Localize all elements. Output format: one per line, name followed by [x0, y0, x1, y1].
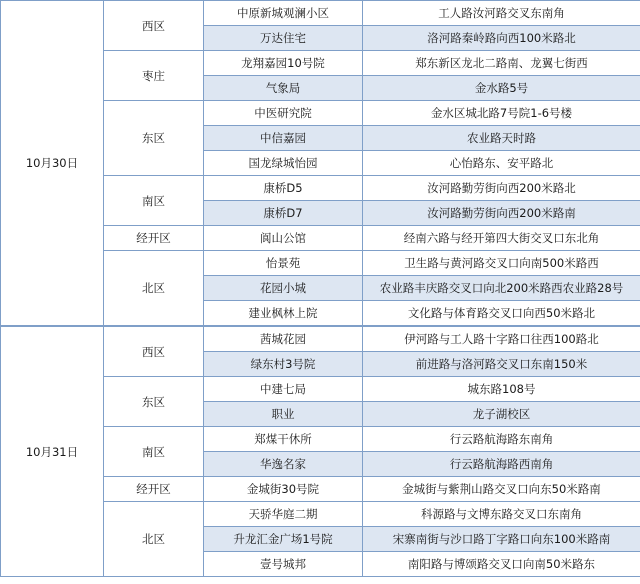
- date-cell: 10月31日: [1, 326, 104, 577]
- site-name-cell: 中医研究院: [204, 101, 363, 126]
- site-name-cell: 金城街30号院: [204, 477, 363, 502]
- site-name-cell: 升龙汇金广场1号院: [204, 527, 363, 552]
- site-name-cell: 中信嘉园: [204, 126, 363, 151]
- site-name-cell: 龙翔嘉园10号院: [204, 51, 363, 76]
- district-cell: 南区: [104, 176, 204, 226]
- address-cell: 汝河路勤劳街向西200米路南: [363, 201, 640, 226]
- site-name-cell: 中建七局: [204, 377, 363, 402]
- district-cell: 经开区: [104, 226, 204, 251]
- site-name-cell: 建业枫林上院: [204, 301, 363, 327]
- address-cell: 南阳路与博颂路交叉口向南50米路东: [363, 552, 640, 577]
- address-cell: 洛河路秦岭路向西100米路北: [363, 26, 640, 51]
- address-cell: 金水区城北路7号院1-6号楼: [363, 101, 640, 126]
- date-cell: 10月30日: [1, 1, 104, 327]
- site-name-cell: 气象局: [204, 76, 363, 101]
- address-cell: 前进路与洛河路交叉口东南150米: [363, 352, 640, 377]
- district-cell: 经开区: [104, 477, 204, 502]
- site-name-cell: 康桥D5: [204, 176, 363, 201]
- district-cell: 北区: [104, 251, 204, 327]
- district-cell: 西区: [104, 326, 204, 377]
- site-name-cell: 中原新城观澜小区: [204, 1, 363, 26]
- site-name-cell: 职业: [204, 402, 363, 427]
- address-cell: 郑东新区龙北二路南、龙翼七街西: [363, 51, 640, 76]
- site-name-cell: 阆山公馆: [204, 226, 363, 251]
- table-row: [1, 326, 640, 352]
- address-cell: 卫生路与黄河路交叉口向南500米路西: [363, 251, 640, 276]
- address-cell: 工人路汝河路交叉东南角: [363, 1, 640, 26]
- address-cell: 行云路航海路西南角: [363, 452, 640, 477]
- district-cell: 北区: [104, 502, 204, 577]
- site-name-cell: 绿东村3号院: [204, 352, 363, 377]
- address-cell: 文化路与体育路交叉口向西50米路北: [363, 301, 640, 327]
- address-cell: 城东路108号: [363, 377, 640, 402]
- district-cell: 枣庄: [104, 51, 204, 101]
- site-name-cell: 康桥D7: [204, 201, 363, 226]
- schedule-body: [1, 1, 640, 577]
- address-cell: 龙子湖校区: [363, 402, 640, 427]
- address-cell: 科源路与文博东路交叉口东南角: [363, 502, 640, 527]
- address-cell: 汝河路勤劳街向西200米路北: [363, 176, 640, 201]
- address-cell: 农业路天时路: [363, 126, 640, 151]
- district-cell: 东区: [104, 101, 204, 176]
- site-name-cell: 天骄华庭二期: [204, 502, 363, 527]
- address-cell: 金城街与紫荆山路交叉口向东50米路南: [363, 477, 640, 502]
- address-cell: 心怡路东、安平路北: [363, 151, 640, 176]
- site-name-cell: 国龙绿城怡园: [204, 151, 363, 176]
- address-cell: 行云路航海路东南角: [363, 427, 640, 452]
- address-cell: 农业路丰庆路交叉口向北200米路西农业路28号: [363, 276, 640, 301]
- address-cell: 宋寨南街与沙口路丁字路口向东100米路南: [363, 527, 640, 552]
- address-cell: 伊河路与工人路十字路口往西100路北: [363, 326, 640, 352]
- site-name-cell: 华逸名家: [204, 452, 363, 477]
- table-row: [1, 1, 640, 26]
- district-cell: 南区: [104, 427, 204, 477]
- site-name-cell: 壹号城邦: [204, 552, 363, 577]
- site-name-cell: 花园小城: [204, 276, 363, 301]
- district-cell: 东区: [104, 377, 204, 427]
- site-name-cell: 郑煤干休所: [204, 427, 363, 452]
- address-cell: 金水路5号: [363, 76, 640, 101]
- address-cell: 经南六路与经开第四大街交叉口东北角: [363, 226, 640, 251]
- site-name-cell: 万达住宅: [204, 26, 363, 51]
- district-cell: 西区: [104, 1, 204, 51]
- site-name-cell: 怡景苑: [204, 251, 363, 276]
- site-name-cell: 茜城花园: [204, 326, 363, 352]
